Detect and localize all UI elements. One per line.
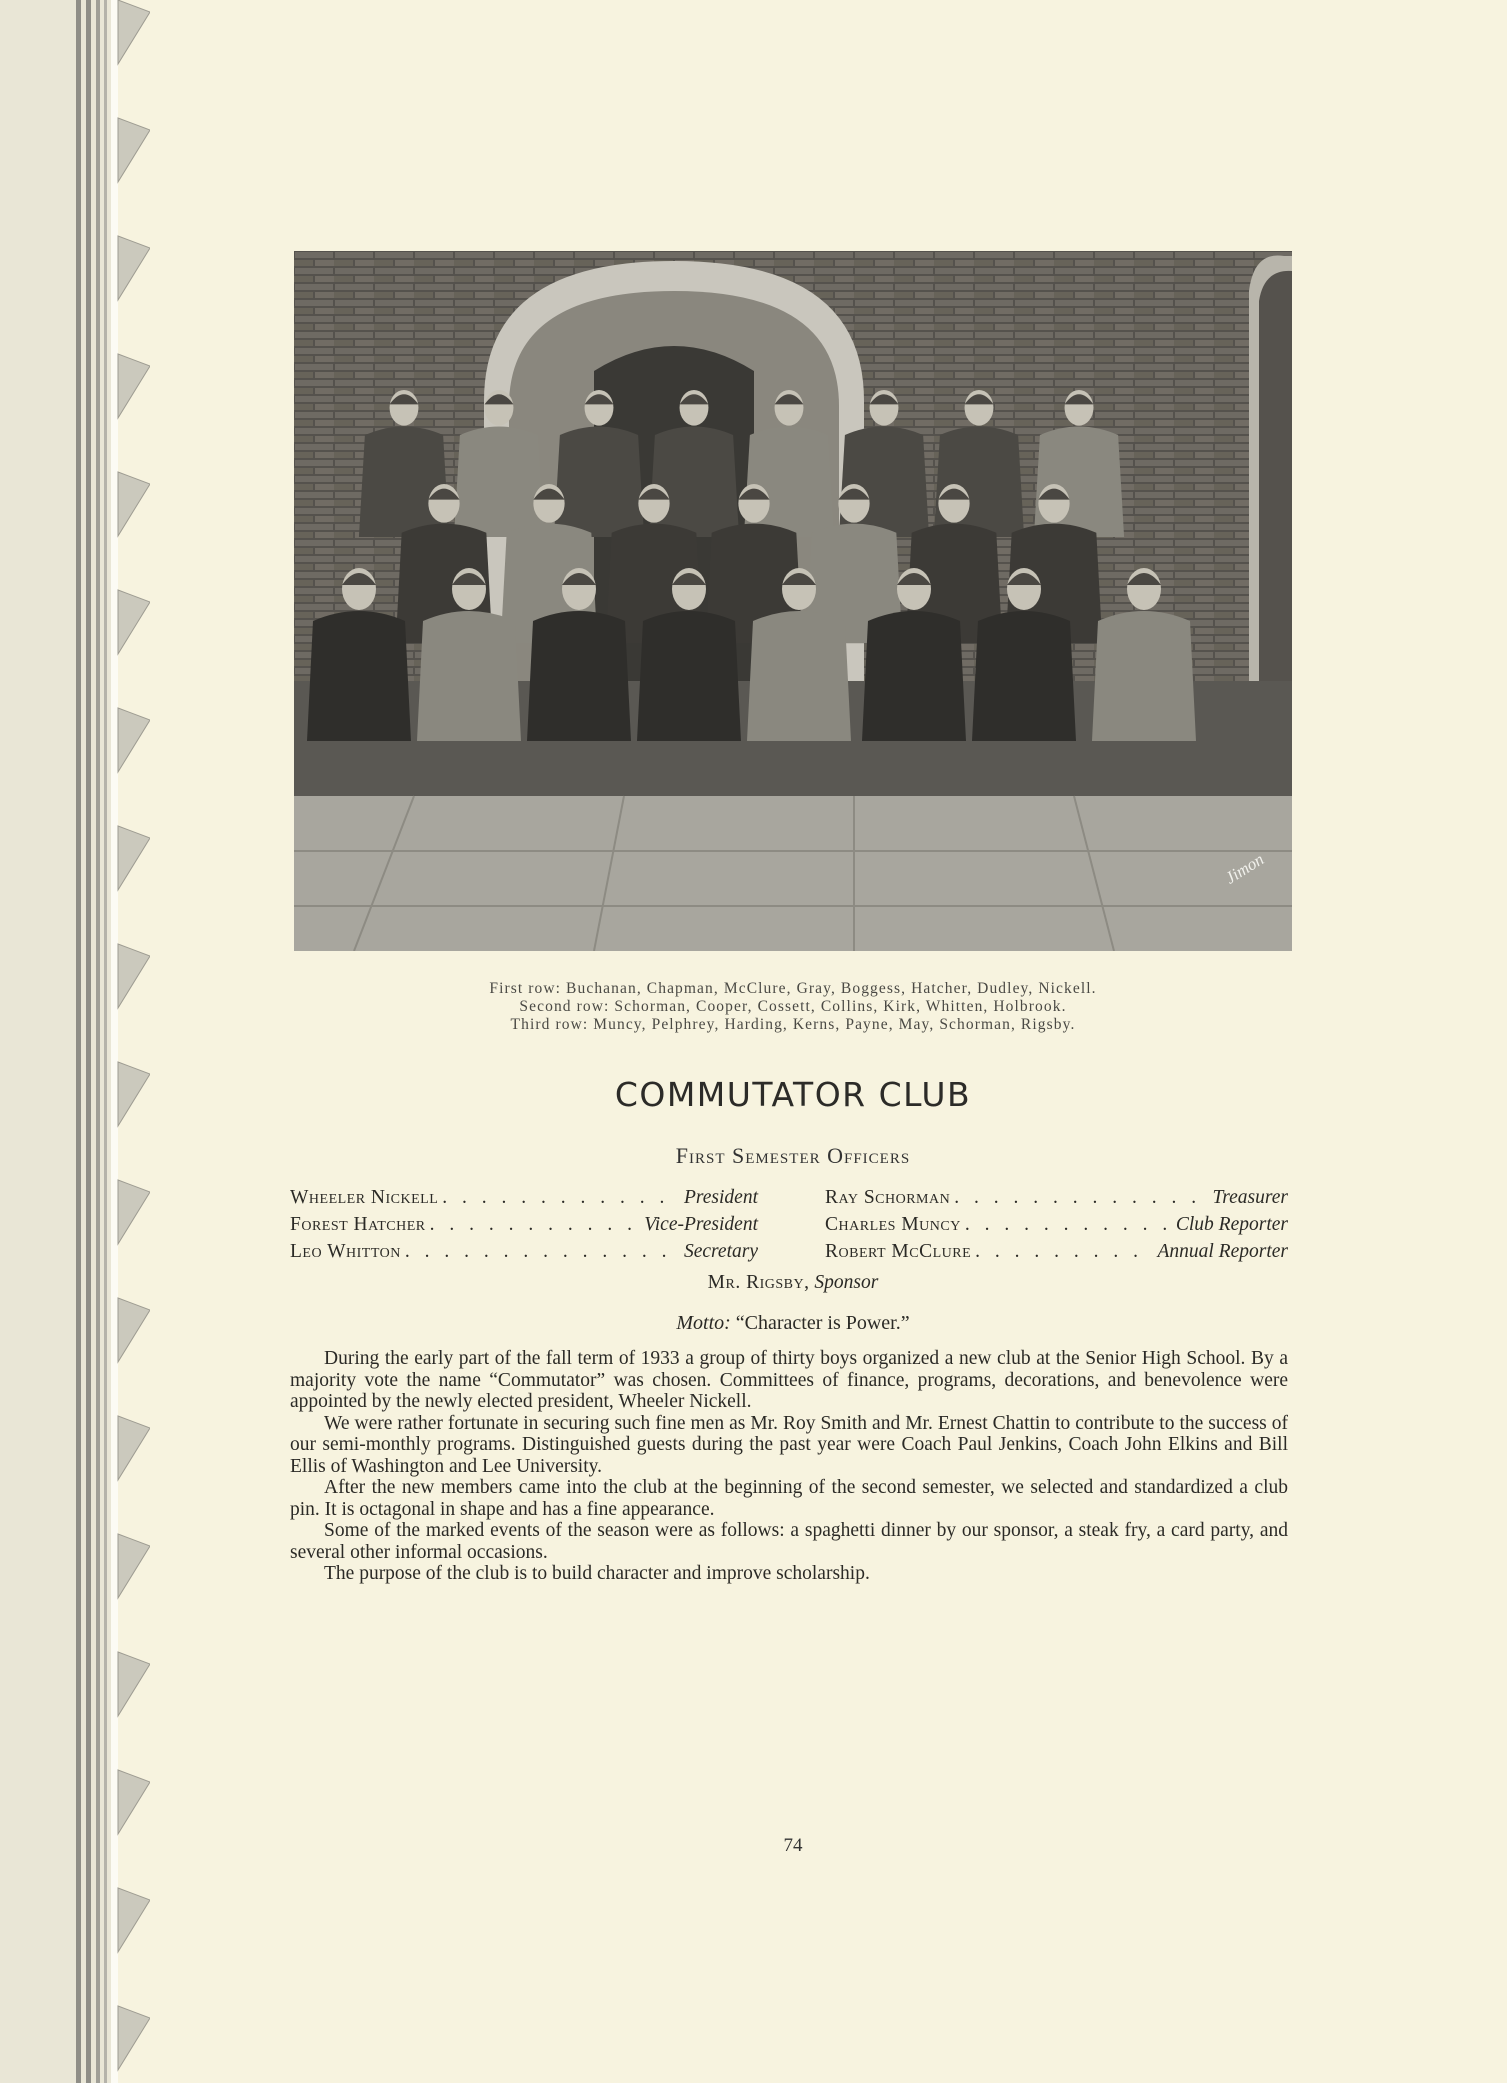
officer-entry	[290, 1241, 758, 1263]
page-number: 74	[783, 1835, 803, 1856]
motto-label: Motto:	[676, 1312, 731, 1334]
officer-role: Annual Reporter	[1157, 1241, 1288, 1262]
person-body	[454, 427, 544, 538]
officer-entry	[825, 1214, 1288, 1236]
person-body	[307, 611, 411, 741]
sponsor-line	[294, 1272, 1292, 1294]
officer-row	[290, 1187, 1288, 1214]
leader-dots	[442, 1187, 680, 1209]
paragraph: After the new members came into the club at the beginning of the second semester, we selected and standardized a club pin. It is octagonal in shape and has a fine appearance.	[290, 1477, 1288, 1520]
officer-role: Club Reporter	[1175, 1214, 1288, 1235]
leader-dots	[405, 1241, 680, 1263]
paragraph: Some of the marked events of the season were as follows: a spaghetti dinner by our sponsor, a steak fry, a card party, and several other informal occasions.	[290, 1520, 1288, 1563]
officer-name: Wheeler Nickell	[290, 1187, 439, 1208]
person-body	[554, 427, 644, 538]
paragraph: We were rather fortunate in securing such fine men as Mr. Roy Smith and Mr. Ernest Chattin to contribute to the success of our semi-monthly programs. Distinguished guests during the past year were Coach Paul Jenkins, Coach John Elkins and Bill Ellis of Washington and Lee University.	[290, 1412, 1288, 1477]
officer-name: Ray Schorman	[825, 1187, 951, 1208]
paragraph: During the early part of the fall term of 1933 a group of thirty boys organized a new club at the Senior High School. By a majority vote the name “Commutator” was chosen. Committees of finance, programs, decorations, and benevolence were appointed by the newly elected president, Wheeler Nickell.	[290, 1348, 1288, 1412]
sponsor-name: Mr. Rigsby,	[707, 1272, 810, 1293]
decorative-left-border	[0, 0, 150, 2083]
motto-line	[294, 1312, 1292, 1335]
officer-row	[290, 1241, 1288, 1268]
person-body	[747, 611, 851, 741]
caption-third-row: Third row: Muncy, Pelphrey, Harding, Kerns, Payne, May, Schorman, Rigsby.	[510, 1016, 1076, 1033]
officer-role: Secretary	[684, 1241, 758, 1262]
person-body	[359, 427, 449, 538]
officer-role: President	[683, 1187, 758, 1208]
leader-dots	[975, 1241, 1153, 1263]
photo-caption	[294, 980, 1292, 1034]
officer-entry	[290, 1187, 758, 1209]
officer-entry	[825, 1241, 1288, 1263]
caption-second-row: Second row: Schorman, Cooper, Cossett, Collins, Kirk, Whitten, Holbrook.	[519, 998, 1067, 1015]
leader-dots	[430, 1214, 641, 1236]
officers-heading: First Semester Officers	[675, 1143, 911, 1168]
officer-role: Treasurer	[1212, 1187, 1288, 1208]
officer-row	[290, 1214, 1288, 1241]
caption-first-row: First row: Buchanan, Chapman, McClure, Gray, Boggess, Hatcher, Dudley, Nickell.	[489, 980, 1097, 997]
officer-name: Charles Muncy	[825, 1214, 961, 1235]
photographer-signature: Jimon	[1222, 849, 1268, 888]
officer-entry	[825, 1187, 1288, 1209]
club-history	[290, 1348, 1288, 1585]
person-body	[972, 611, 1076, 741]
leader-dots	[954, 1187, 1208, 1209]
officer-name: Leo Whitton	[290, 1241, 401, 1262]
group-photo	[294, 251, 1292, 951]
motto-text: “Character is Power.”	[735, 1312, 910, 1334]
person-body	[637, 611, 741, 741]
sponsor-role: Sponsor	[814, 1272, 879, 1293]
person-body	[649, 427, 739, 538]
officer-name: Forest Hatcher	[290, 1214, 426, 1235]
person-body	[417, 611, 521, 741]
officer-entry	[290, 1214, 758, 1236]
leader-dots	[965, 1214, 1172, 1236]
person-body	[527, 611, 631, 741]
officer-name: Robert McClure	[825, 1241, 972, 1262]
person-body	[862, 611, 966, 741]
paragraph: The purpose of the club is to build character and improve scholarship.	[324, 1563, 870, 1584]
person-body	[1092, 611, 1196, 741]
page-title: COMMUTATOR CLUB	[614, 1075, 972, 1114]
officer-role: Vice-President	[644, 1214, 758, 1235]
officers-list	[290, 1187, 1288, 1268]
